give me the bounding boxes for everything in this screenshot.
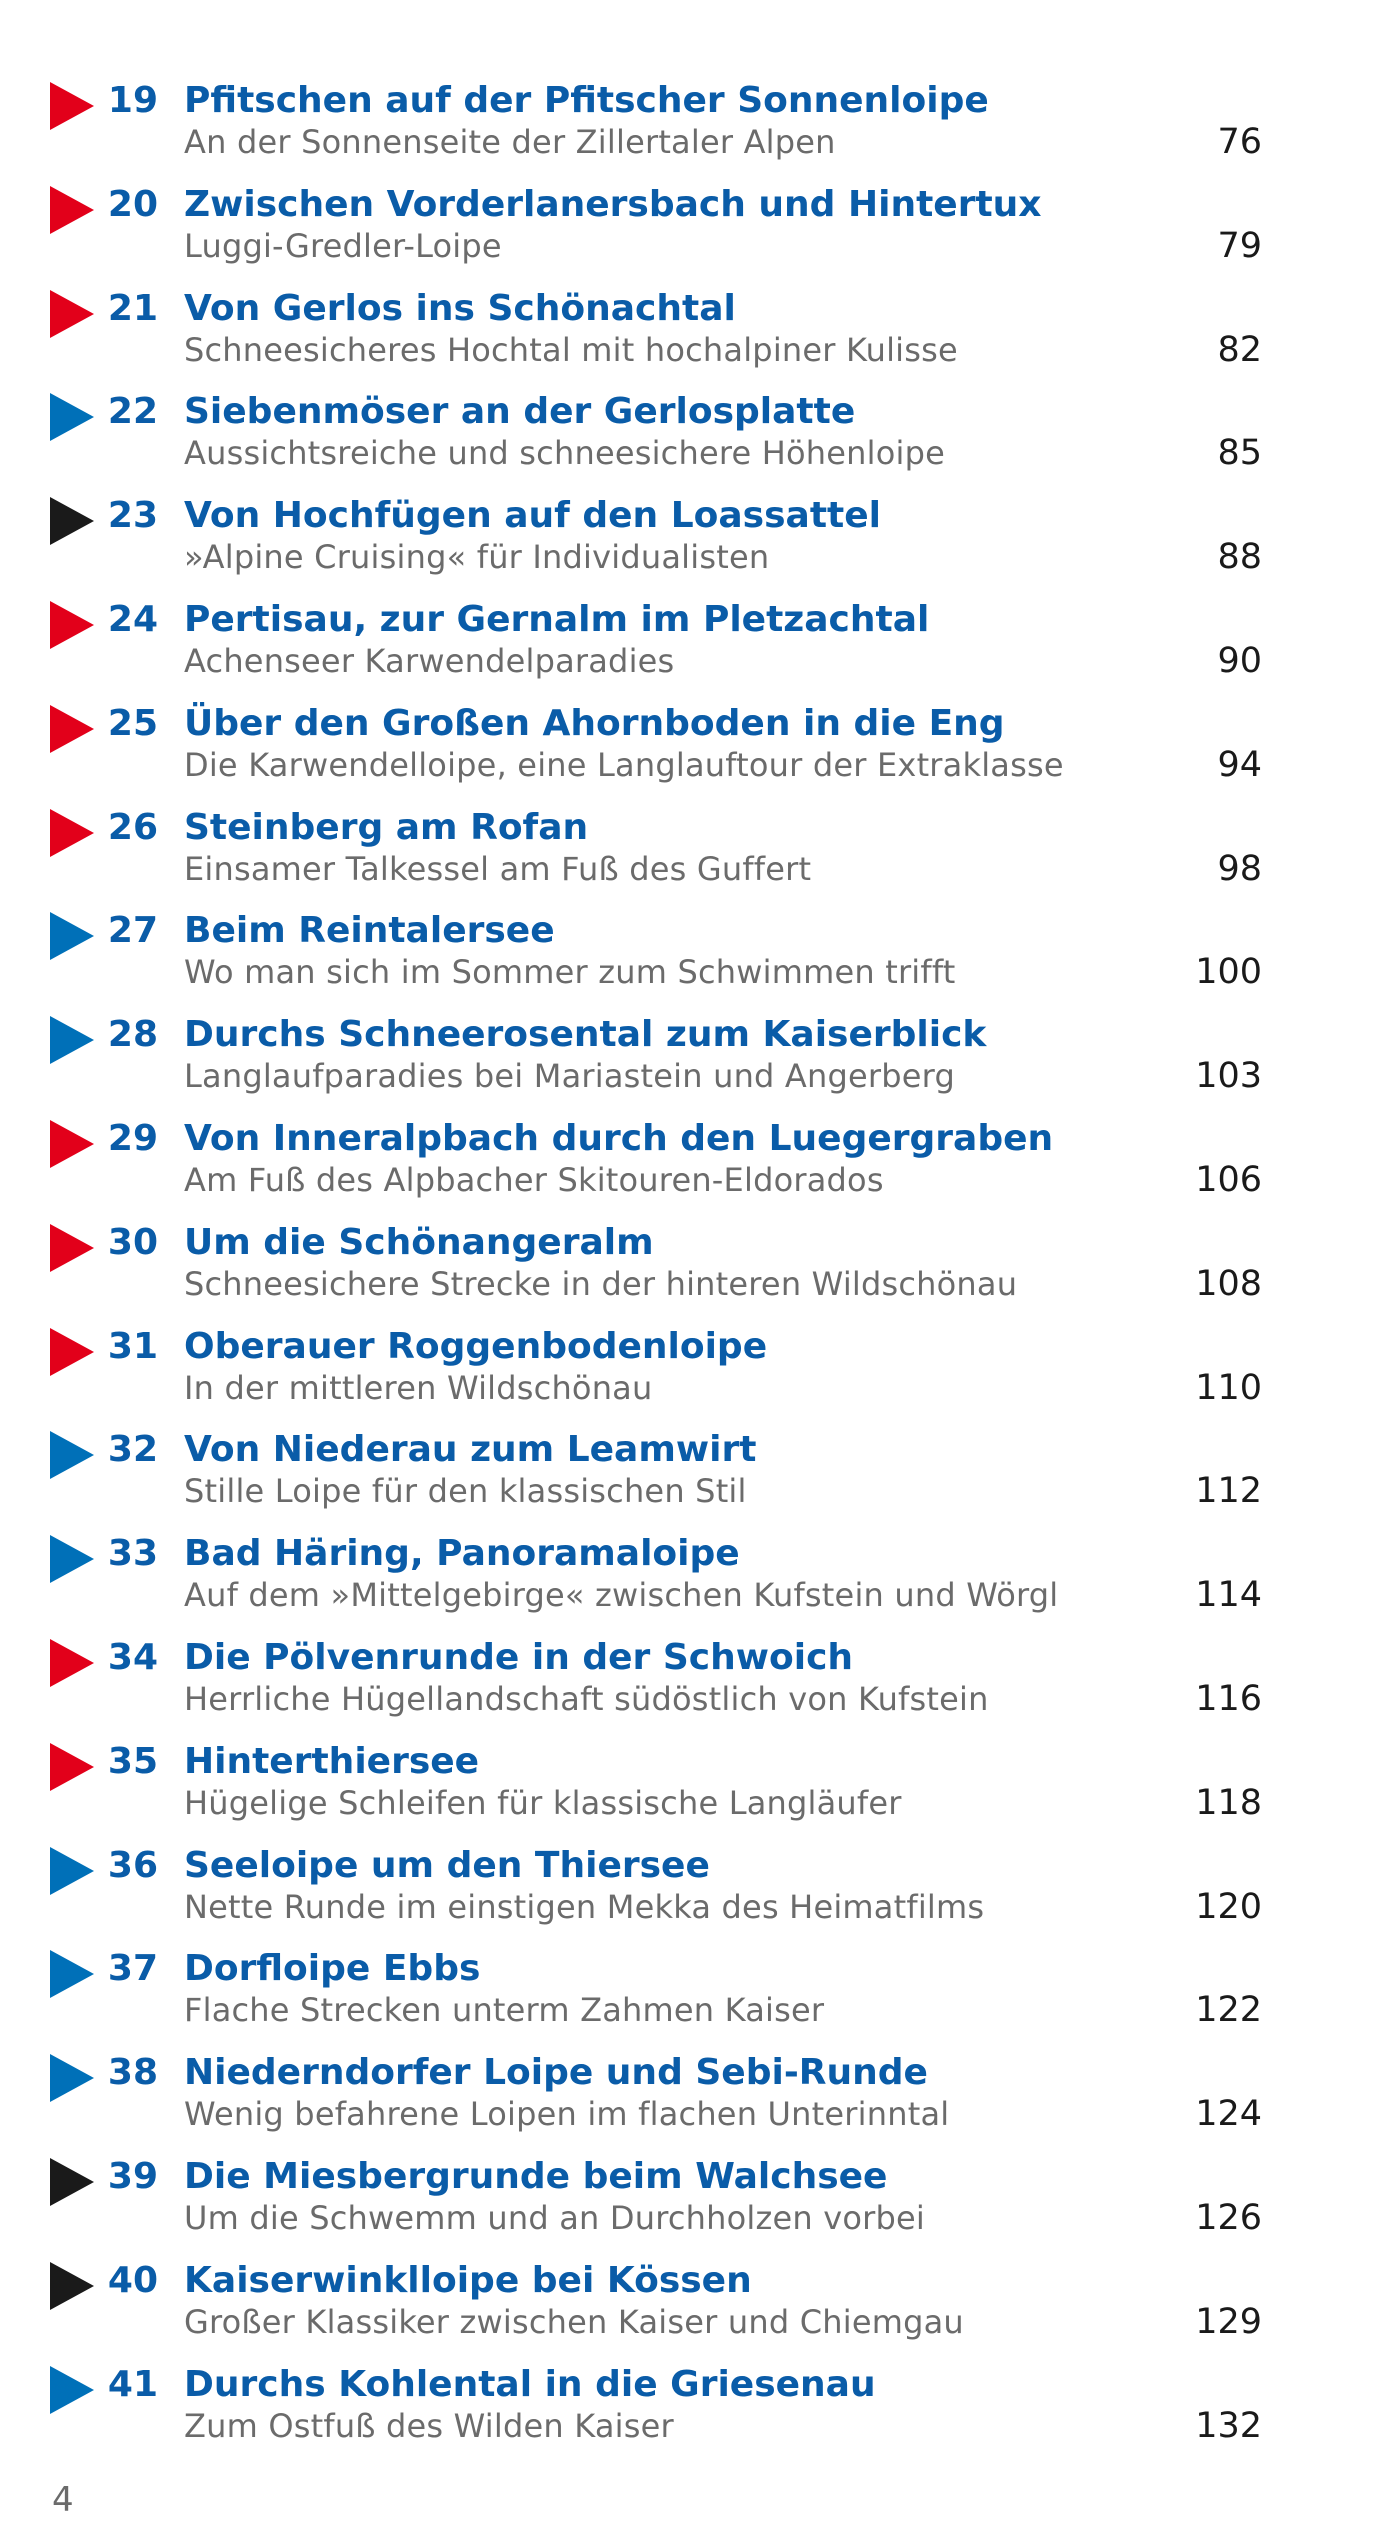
tour-number: 25	[107, 702, 158, 744]
page-reference[interactable]: 85	[1217, 433, 1262, 474]
toc-entry[interactable]	[0, 805, 1400, 909]
difficulty-marker-icon	[50, 601, 94, 649]
page-reference[interactable]: 120	[1195, 1886, 1262, 1927]
tour-subtitle: Einsamer Talkessel am Fuß des Guffert	[184, 849, 812, 888]
toc-entry[interactable]	[0, 2154, 1400, 2258]
tour-subtitle: Hügelige Schleifen für klassische Langläufer	[184, 1783, 902, 1822]
difficulty-marker-icon	[50, 1743, 94, 1791]
toc-entry[interactable]	[0, 597, 1400, 701]
tour-number: 19	[107, 80, 158, 121]
page-reference[interactable]: 126	[1195, 2197, 1262, 2238]
tour-title[interactable]: Von Gerlos ins Schönachtal	[184, 287, 736, 329]
page-number: 4	[52, 2480, 74, 2520]
tour-title[interactable]: Steinberg am Rofan	[184, 806, 589, 848]
tour-title[interactable]: Durchs Kohlental in die Griesenau	[184, 2363, 876, 2405]
tour-title[interactable]: Siebenmöser an der Gerlosplatte	[184, 391, 856, 433]
tour-title[interactable]: Durchs Schneerosental zum Kaiserblick	[184, 1014, 987, 1056]
difficulty-marker-icon	[50, 1224, 94, 1272]
difficulty-marker-icon	[50, 393, 94, 441]
toc-entry[interactable]	[0, 2258, 1400, 2362]
tour-subtitle: Am Fuß des Alpbacher Skitouren-Eldorados	[184, 1160, 884, 1199]
difficulty-marker-icon	[50, 705, 94, 753]
difficulty-marker-icon	[50, 1535, 94, 1583]
tour-number: 28	[107, 1014, 158, 1056]
difficulty-marker-icon	[50, 912, 94, 960]
toc-entry[interactable]	[0, 1116, 1400, 1220]
tour-subtitle: Herrliche Hügellandschaft südöstlich von Kufstein	[184, 1679, 989, 1718]
tour-number: 30	[107, 1221, 158, 1263]
tour-title[interactable]: Die Pölvenrunde in der Schwoich	[184, 1636, 854, 1678]
difficulty-marker-icon	[50, 1120, 94, 1168]
page-reference[interactable]: 82	[1217, 329, 1262, 370]
tour-title[interactable]: Bad Häring, Panoramaloipe	[184, 1533, 740, 1575]
page-reference[interactable]: 114	[1195, 1575, 1262, 1616]
tour-subtitle: Stille Loipe für den klassischen Stil	[184, 1472, 747, 1511]
difficulty-marker-icon	[50, 809, 94, 857]
toc-entry[interactable]	[0, 2050, 1400, 2154]
tour-title[interactable]: Um die Schönangeralm	[184, 1221, 654, 1263]
table-of-contents	[0, 78, 1400, 2465]
tour-subtitle: Schneesichere Strecke in der hinteren Wildschönau	[184, 1264, 1018, 1303]
tour-number: 23	[107, 495, 158, 537]
tour-title[interactable]: Pertisau, zur Gernalm im Pletzachtal	[184, 598, 930, 640]
toc-entry[interactable]	[0, 1427, 1400, 1531]
tour-subtitle: Aussichtsreiche und schneesichere Höhenloipe	[184, 434, 946, 473]
page-reference[interactable]: 106	[1195, 1159, 1262, 1200]
toc-entry[interactable]	[0, 182, 1400, 286]
difficulty-marker-icon	[50, 1016, 94, 1064]
difficulty-marker-icon	[50, 82, 94, 130]
tour-subtitle: »Alpine Cruising« für Individualisten	[184, 538, 770, 577]
tour-number: 38	[107, 2052, 158, 2094]
tour-subtitle: In der mittleren Wildschönau	[184, 1368, 653, 1407]
difficulty-marker-icon	[50, 186, 94, 234]
page-reference[interactable]: 116	[1195, 1678, 1262, 1719]
difficulty-marker-icon	[50, 2366, 94, 2414]
tour-subtitle: Großer Klassiker zwischen Kaiser und Chiemgau	[184, 2302, 964, 2341]
page-reference[interactable]: 88	[1217, 537, 1262, 578]
page-reference[interactable]: 76	[1217, 122, 1262, 162]
tour-title[interactable]: Kaiserwinklloipe bei Kössen	[184, 2259, 752, 2301]
tour-subtitle: Achenseer Karwendelparadies	[184, 641, 675, 680]
difficulty-marker-icon	[50, 2262, 94, 2310]
difficulty-marker-icon	[50, 2158, 94, 2206]
tour-title[interactable]: Von Inneralpbach durch den Luegergraben	[184, 1117, 1054, 1159]
tour-number: 37	[107, 1948, 158, 1990]
tour-number: 31	[107, 1325, 158, 1367]
difficulty-marker-icon	[50, 290, 94, 338]
page-reference[interactable]: 79	[1217, 225, 1262, 266]
tour-subtitle: Wo man sich im Sommer zum Schwimmen trifft	[184, 953, 956, 992]
tour-title[interactable]: Zwischen Vorderlanersbach und Hintertux	[184, 183, 1042, 225]
difficulty-marker-icon	[50, 1328, 94, 1376]
tour-title[interactable]: Oberauer Roggenbodenloipe	[184, 1325, 768, 1367]
page-reference[interactable]: 112	[1195, 1471, 1262, 1512]
toc-entry[interactable]	[0, 1324, 1400, 1428]
tour-title[interactable]: Seeloipe um den Thiersee	[184, 1844, 710, 1886]
difficulty-marker-icon	[50, 1639, 94, 1687]
tour-subtitle: Luggi-Gredler-Loipe	[184, 226, 502, 265]
tour-title[interactable]: Über den Großen Ahornboden in die Eng	[184, 702, 1005, 744]
tour-number: 24	[107, 598, 158, 640]
page-reference[interactable]: 100	[1195, 952, 1262, 993]
tour-title[interactable]: Niederndorfer Loipe und Sebi-Runde	[184, 2052, 928, 2094]
toc-entry[interactable]	[0, 701, 1400, 805]
toc-entry[interactable]	[0, 1220, 1400, 1324]
tour-number: 41	[107, 2363, 158, 2405]
tour-number: 27	[107, 910, 158, 952]
page-reference[interactable]: 118	[1195, 1782, 1262, 1823]
difficulty-marker-icon	[50, 2054, 94, 2102]
tour-title[interactable]: Von Hochfügen auf den Loassattel	[184, 495, 882, 537]
tour-subtitle: Schneesicheres Hochtal mit hochalpiner Kulisse	[184, 330, 958, 369]
difficulty-marker-icon	[50, 497, 94, 545]
difficulty-marker-icon	[50, 1431, 94, 1479]
tour-number: 36	[107, 1844, 158, 1886]
tour-number: 22	[107, 391, 158, 433]
tour-subtitle: Die Karwendelloipe, eine Langlauftour der Extraklasse	[184, 745, 1064, 784]
difficulty-marker-icon	[50, 1847, 94, 1895]
tour-subtitle: Nette Runde im einstigen Mekka des Heimatfilms	[184, 1887, 985, 1926]
tour-number: 35	[107, 1740, 158, 1782]
tour-number: 33	[107, 1533, 158, 1575]
page-reference[interactable]: 132	[1195, 2405, 1262, 2446]
toc-entry[interactable]	[0, 1635, 1400, 1739]
tour-number: 34	[107, 1636, 158, 1678]
tour-subtitle: Auf dem »Mittelgebirge« zwischen Kufstein und Wörgl	[184, 1576, 1059, 1615]
tour-number: 29	[107, 1117, 158, 1159]
tour-subtitle: Flache Strecken unterm Zahmen Kaiser	[184, 1991, 825, 2030]
tour-subtitle: Um die Schwemm und an Durchholzen vorbei	[184, 2198, 925, 2237]
page-reference[interactable]: 108	[1195, 1263, 1262, 1304]
toc-entry[interactable]	[0, 1946, 1400, 2050]
tour-title[interactable]: Beim Reintalersee	[184, 910, 555, 952]
tour-title[interactable]: Dorfloipe Ebbs	[184, 1948, 481, 1990]
tour-title[interactable]: Pfitschen auf der Pfitscher Sonnenloipe	[184, 80, 989, 121]
page-reference[interactable]: 103	[1195, 1056, 1262, 1097]
toc-entry[interactable]	[0, 1739, 1400, 1843]
tour-subtitle: Zum Ostfuß des Wilden Kaiser	[184, 2406, 674, 2445]
tour-subtitle: An der Sonnenseite der Zillertaler Alpen	[184, 123, 836, 161]
toc-entry[interactable]	[0, 1843, 1400, 1947]
page-reference[interactable]: 122	[1195, 1990, 1262, 2031]
tour-number: 26	[107, 806, 158, 848]
page-reference[interactable]: 110	[1195, 1367, 1262, 1408]
tour-number: 20	[107, 183, 158, 225]
difficulty-marker-icon	[50, 1950, 94, 1998]
tour-number: 40	[107, 2259, 158, 2301]
toc-entry[interactable]	[0, 1531, 1400, 1635]
page-reference[interactable]: 124	[1195, 2094, 1262, 2135]
toc-entry[interactable]	[0, 286, 1400, 390]
tour-subtitle: Langlaufparadies bei Mariastein und Angerberg	[184, 1057, 955, 1096]
toc-entry[interactable]	[0, 493, 1400, 597]
tour-number: 21	[107, 287, 158, 329]
tour-subtitle: Wenig befahrene Loipen im flachen Unterinntal	[184, 2095, 950, 2134]
tour-number: 32	[107, 1429, 158, 1471]
page-reference[interactable]: 94	[1217, 744, 1262, 785]
tour-number: 39	[107, 2155, 158, 2197]
toc-entry[interactable]	[0, 2362, 1400, 2466]
tour-title[interactable]: Die Miesbergrunde beim Walchsee	[184, 2155, 888, 2197]
toc-entry[interactable]	[0, 78, 1400, 182]
page-reference[interactable]: 90	[1217, 640, 1262, 681]
page-reference[interactable]: 129	[1195, 2301, 1262, 2342]
toc-entry[interactable]	[0, 389, 1400, 493]
toc-entry[interactable]	[0, 1012, 1400, 1116]
tour-title[interactable]: Von Niederau zum Leamwirt	[184, 1429, 757, 1471]
toc-entry[interactable]	[0, 908, 1400, 1012]
page-reference[interactable]: 98	[1217, 848, 1262, 889]
tour-title[interactable]: Hinterthiersee	[184, 1740, 480, 1782]
